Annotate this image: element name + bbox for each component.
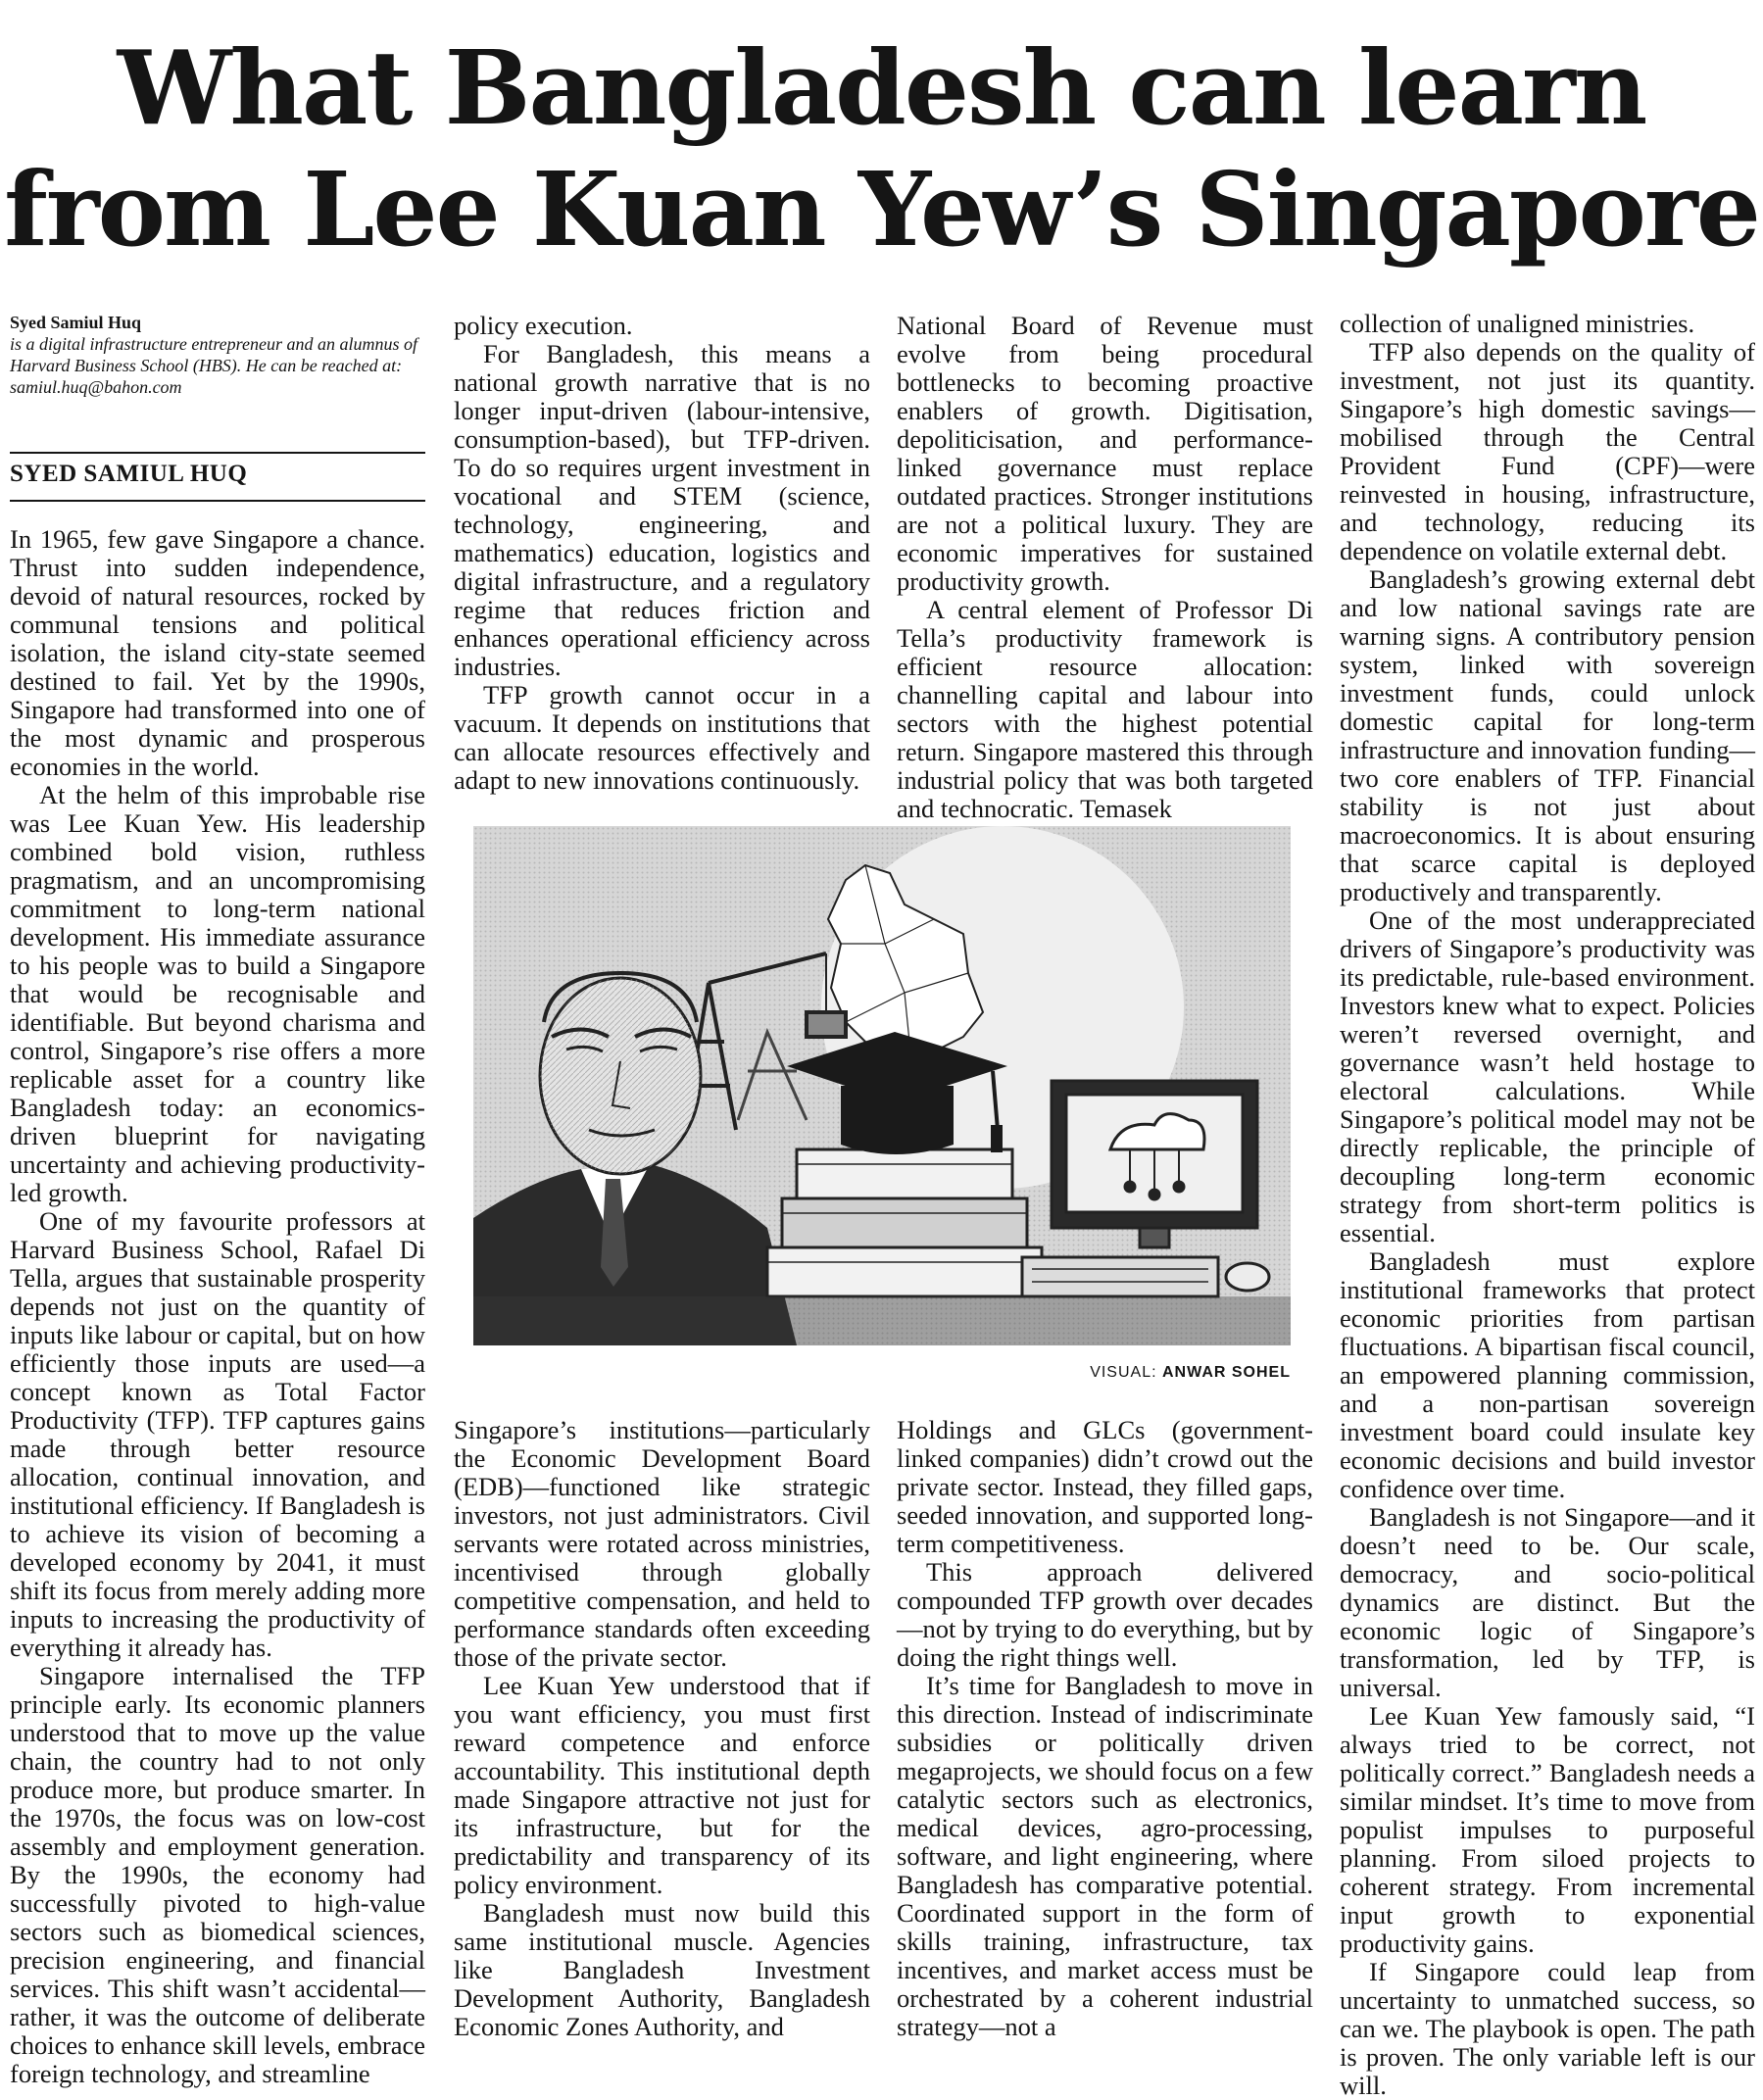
paragraph: TFP growth cannot occur in a vacuum. It depends on institutions that can allocate resources effectively and adapt to new innovations continuously. <box>454 680 870 795</box>
author-box <box>10 312 425 398</box>
author-name: Syed Samiul Huq <box>10 313 142 332</box>
divider-top <box>10 452 425 454</box>
credit-name: ANWAR SOHEL <box>1162 1364 1291 1381</box>
paragraph: Lee Kuan Yew understood that if you want efficiency, you must first reward competence and enforce accountability. This institutional depth made Singapore attractive not just for its infrastructure, but for the predictability and transparency of its policy environment. <box>454 1671 870 1899</box>
headline <box>0 27 1763 270</box>
illustration-art <box>473 826 1291 1345</box>
paragraph: It’s time for Bangladesh to move in this direction. Instead of indiscriminate subsidies or politically driven megaprojects, we should focus on a few catalytic sectors such as electronics, medical devices, agro-processing, software, and light engineering, where Bangladesh has comparative potential. Coordinated support in the form of skills training, infrastructure, tax incentives, and market access must be orchestrated by a coherent industrial strategy—not a <box>897 1671 1313 2041</box>
byline: SYED SAMIUL HUQ <box>10 461 248 487</box>
illustration <box>473 826 1291 1345</box>
credit-label: VISUAL: <box>1090 1364 1157 1381</box>
paragraph: If Singapore could leap from uncertainty to unmatched success, so can we. The playbook is open. The path is proven. The only variable left is our will. <box>1340 1957 1755 2100</box>
divider-bottom <box>10 500 425 502</box>
paragraph: For Bangladesh, this means a national growth narrative that is no longer input-driven (labour-intensive, consumption-based), but TFP-driven. To do so requires urgent investment in vocational and STEM (science, technology, engineering, and mathematics) education, logistics and digital infrastructure, and a regulatory regime that reduces friction and enhances operational efficiency across industries. <box>454 339 870 681</box>
paragraph: Bangladesh must explore institutional frameworks that protect economic priorities from partisan fluctuations. A bipartisan fiscal council, an empowered planning commission, and a non-partisan sovereign investment board could insulate key economic decisions and build investor confidence over time. <box>1340 1246 1755 1503</box>
headline-line-2: from Lee Kuan Yew’s Singapore <box>4 149 1759 269</box>
paragraph: One of the most underappreciated drivers of Singapore’s productivity was its predictable, rule-based environment. Investors knew what to expect. Policies weren’t reversed overnight, and governance wasn’t held hostage to electoral calculations. While Singapore’s political model may not be directly replicable, the principle of decoupling long-term economic strategy from short-term politics is essential. <box>1340 905 1755 1247</box>
image-credit <box>1068 1364 1291 1382</box>
paragraph: Singapore’s institutions—particularly the Economic Development Board (EDB)—functioned like strategic investors, not just administrators. Civil servants were rotated across ministries, incentivised through globally competitive compensation, and held to performance standards often exceeding those of the private sector. <box>454 1415 870 1672</box>
paragraph: Bangladesh’s growing external debt and low national savings rate are warning signs. A contributory pension system, linked with sovereign investment funds, could unlock domestic capital for long-term infrastructure and innovation funding—two core enablers of TFP. Financial stability is not just about macroeconomics. It is about ensuring that scarce capital is deployed productively and transparently. <box>1340 564 1755 906</box>
paragraph: National Board of Revenue must evolve from being procedural bottlenecks to becoming proactive enablers of growth. Digitisation, depoliticisation, and performance-linked governance must replace outdated practices. Stronger institutions are not a political luxury. They are economic imperatives for sustained productivity growth. <box>897 311 1313 596</box>
article-column-3-top <box>897 312 1313 823</box>
headline-line-1: What Bangladesh can learn <box>117 27 1646 148</box>
paragraph: policy execution. <box>454 311 633 340</box>
paragraph: This approach delivered compounded TFP growth over decades—not by trying to do everything, but by doing the right things well. <box>897 1557 1313 1672</box>
paragraph: collection of unaligned ministries. <box>1340 309 1695 338</box>
article-column-3-bottom <box>897 1416 1313 2041</box>
books-icon <box>767 1149 1042 1296</box>
paragraph: Singapore internalised the TFP principle early. Its economic planners understood that to move up the value chain, the country had to not only produce more, but produce smarter. In the 1970s, the focus was on low-cost assembly and employment generation. By the 1990s, the economy had successfully pivoted to high-value sectors such as biomedical sciences, precision engineering, and financial services. This shift wasn’t accidental—rather, it was the outcome of deliberate choices to enhance skill levels, embrace foreign technology, and streamline <box>10 1661 425 2088</box>
article-column-2-bottom <box>454 1416 870 2041</box>
article-column-4 <box>1340 310 1755 2100</box>
paragraph: One of my favourite professors at Harvard Business School, Rafael Di Tella, argues that sustainable prosperity depends not just on the quantity of inputs like labour or capital, but on how efficiently those inputs are used—a concept known as Total Factor Productivity (TFP). TFP captures gains made through better resource allocation, continual innovation, and institutional efficiency. If Bangladesh is to achieve its vision of becoming a developed economy by 2041, it must shift its focus from merely adding more inputs to increasing the productivity of everything it already has. <box>10 1206 425 1662</box>
paragraph: Bangladesh is not Singapore—and it doesn’t need to be. Our scale, democracy, and socio-political dynamics are distinct. But the economic logic of Singapore’s transformation, led by TFP, is universal. <box>1340 1502 1755 1702</box>
article-column-1 <box>10 525 425 2088</box>
paragraph: Holdings and GLCs (government-linked companies) didn’t crowd out the private sector. Instead, they filled gaps, seeded innovation, and supported long-term competitiveness. <box>897 1415 1313 1558</box>
author-bio: is a digital infrastructure entrepreneur and an alumnus of Harvard Business School (HBS). He can be reached at: samiul.huq@bahon.com <box>10 334 417 397</box>
article-column-2-top <box>454 312 870 795</box>
paragraph: TFP also depends on the quality of investment, not just its quantity. Singapore’s high domestic savings—mobilised through the Central Provident Fund (CPF)—were reinvested in housing, infrastructure, and technology, reducing its dependence on volatile external debt. <box>1340 337 1755 565</box>
paragraph: In 1965, few gave Singapore a chance. Thrust into sudden independence, devoid of natural resources, rocked by communal tensions and political isolation, the island city-state seemed destined to fail. Yet by the 1990s, Singapore had transformed into one of the most dynamic and prosperous economies in the world. <box>10 524 425 781</box>
paragraph: A central element of Professor Di Tella’s productivity framework is efficient resource allocation: channelling capital and labour into sectors with the highest potential return. Singapore mastered this through industrial policy that was both targeted and technocratic. Temasek <box>897 595 1313 823</box>
paragraph: At the helm of this improbable rise was Lee Kuan Yew. His leadership combined bold vision, ruthless pragmatism, and an uncompromising commitment to long-term national development. His immediate assurance to his people was to build a Singapore that would be recognisable and identifiable. But beyond charisma and control, Singapore’s rise offers a more replicable asset for a country like Bangladesh today: an economics-driven blueprint for navigating uncertainty and achieving productivity-led growth. <box>10 780 425 1207</box>
paragraph: Lee Kuan Yew famously said, “I always tried to be correct, not politically correct.” Bangladesh needs a similar mindset. It’s time to move from populist impulses to purposeful planning. From siloed projects to coherent strategy. From incremental input growth to exponential productivity gains. <box>1340 1701 1755 1958</box>
paragraph: Bangladesh must now build this same institutional muscle. Agencies like Bangladesh Investment Development Authority, Bangladesh Economic Zones Authority, and <box>454 1898 870 2041</box>
